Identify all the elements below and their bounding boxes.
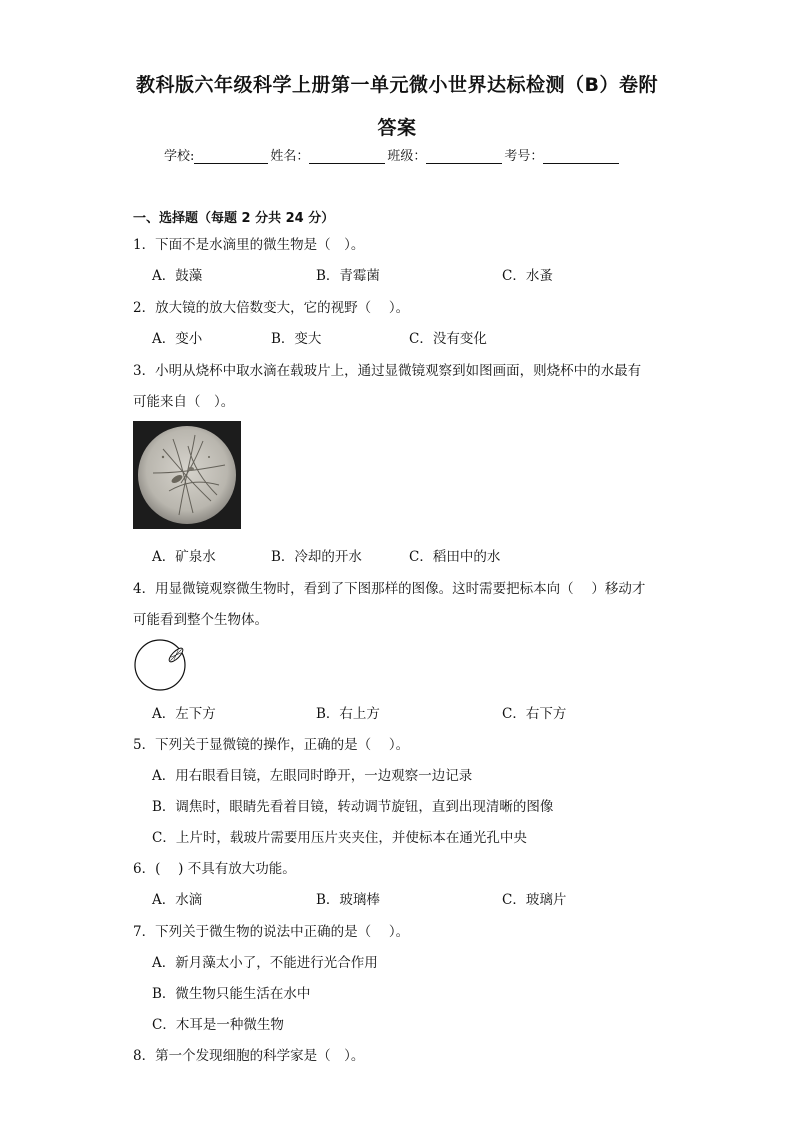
question-5-option-a[interactable]: A．用右眼看目镜，左眼同时睁开，一边观察一边记录 xyxy=(152,768,473,784)
question-3-option-c[interactable]: C．稻田中的水 xyxy=(409,549,501,565)
microscope-image xyxy=(133,421,241,529)
question-6-option-b[interactable]: B．玻璃棒 xyxy=(316,892,380,908)
question-1-stem: 1．下面不是水滴里的微生物是（ ）。 xyxy=(133,237,365,253)
question-5-option-b[interactable]: B．调焦时，眼睛先看着目镜，转动调节旋钮，直到出现清晰的图像 xyxy=(152,799,554,815)
question-4-option-b[interactable]: B．右上方 xyxy=(316,706,380,722)
number-label: 考号： xyxy=(504,149,544,164)
question-3-stem: 3．小明从烧杯中取水滴在载玻片上，通过显微镜观察到如图画面，则烧杯中的水最有 xyxy=(133,363,642,379)
question-1-option-b[interactable]: B．青霉菌 xyxy=(316,268,380,284)
section-heading: 一、选择题（每题 2 分共 24 分） xyxy=(133,211,335,226)
class-label: 班级： xyxy=(387,149,427,164)
question-4-option-c[interactable]: C．右下方 xyxy=(502,706,567,722)
doc-title-line1: 教科版六年级科学上册第一单元微小世界达标检测（B）卷附 xyxy=(136,74,658,96)
question-6-stem: 6．( ) 不具有放大功能。 xyxy=(133,861,296,877)
name-label: 姓名： xyxy=(270,149,310,164)
question-1-option-a[interactable]: A．鼓藻 xyxy=(152,268,203,284)
class-blank[interactable] xyxy=(426,149,502,164)
doc-title-line2: 答案 xyxy=(377,117,417,139)
question-2-option-b[interactable]: B．变大 xyxy=(271,331,322,347)
question-6-option-a[interactable]: A．水滴 xyxy=(152,892,203,908)
question-3-option-a[interactable]: A．矿泉水 xyxy=(152,549,216,565)
number-blank[interactable] xyxy=(543,149,619,164)
school-label: 学校: xyxy=(164,149,195,164)
school-blank[interactable] xyxy=(194,149,268,164)
question-4-stem: 4．用显微镜观察微生物时，看到了下图那样的图像。这时需要把标本向（ ）移动才 xyxy=(133,581,646,597)
question-2-stem: 2．放大镜的放大倍数变大，它的视野（ ）。 xyxy=(133,300,410,316)
question-3-option-b[interactable]: B．冷却的开水 xyxy=(271,549,362,565)
question-5-option-c[interactable]: C．上片时，载玻片需要用压片夹夹住，并使标本在通光孔中央 xyxy=(152,830,527,846)
question-7-option-b[interactable]: B．微生物只能生活在水中 xyxy=(152,986,311,1002)
question-8-stem: 8．第一个发现细胞的科学家是（ ）。 xyxy=(133,1048,365,1064)
question-3-stem-cont: 可能来自（ ）。 xyxy=(133,394,235,410)
question-4-option-a[interactable]: A．左下方 xyxy=(152,706,216,722)
question-1-option-c[interactable]: C．水蚤 xyxy=(502,268,553,284)
question-2-option-c[interactable]: C．没有变化 xyxy=(409,331,487,347)
name-blank[interactable] xyxy=(309,149,385,164)
question-7-option-c[interactable]: C．木耳是一种微生物 xyxy=(152,1017,284,1033)
question-2-option-a[interactable]: A．变小 xyxy=(152,331,203,347)
microscope-view-circle xyxy=(133,638,187,692)
question-5-stem: 5．下列关于显微镜的操作，正确的是（ ）。 xyxy=(133,737,410,753)
question-6-option-c[interactable]: C．玻璃片 xyxy=(502,892,567,908)
question-4-stem-cont: 可能看到整个生物体。 xyxy=(133,612,268,628)
question-7-option-a[interactable]: A．新月藻太小了，不能进行光合作用 xyxy=(152,955,378,971)
student-info-row xyxy=(164,145,621,164)
question-7-stem: 7．下列关于微生物的说法中正确的是（ ）。 xyxy=(133,924,410,940)
